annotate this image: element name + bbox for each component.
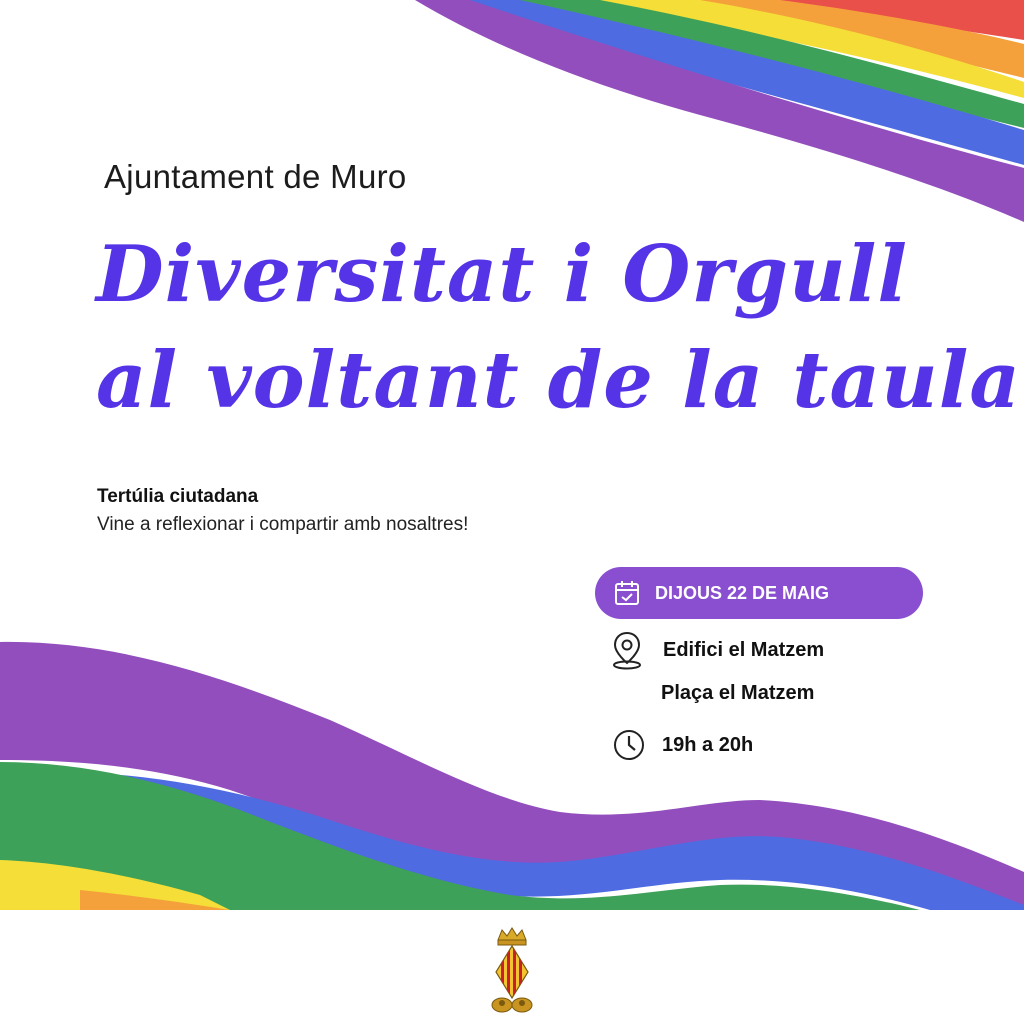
organization-name: Ajuntament de Muro [104, 158, 407, 195]
clock-icon [612, 728, 646, 762]
event-address: Plaça el Matzem [661, 682, 815, 704]
event-time: 19h a 20h [662, 733, 754, 756]
event-venue: Edifici el Matzem [663, 638, 825, 661]
top-rainbow-band [415, 0, 1024, 222]
date-badge [595, 567, 923, 619]
address-row [661, 682, 814, 705]
event-title-line-1: Diversitat i Orgull [96, 229, 908, 320]
event-title-line-2: al voltant de la taula [96, 335, 1021, 426]
event-type: Tertúlia ciutadana [97, 486, 259, 507]
location-pin-icon [610, 630, 644, 670]
event-date: DIJOUS 22 DE MAIG [655, 582, 830, 603]
venue-row [610, 630, 824, 670]
bottom-rainbow-band [0, 642, 1024, 910]
event-tagline: Vine a reflexionar i compartir amb nosaltres! [97, 514, 469, 535]
calendar-icon [613, 579, 641, 607]
coat-of-arms-icon [488, 926, 536, 1014]
event-title [96, 222, 1021, 434]
time-row [612, 728, 753, 762]
